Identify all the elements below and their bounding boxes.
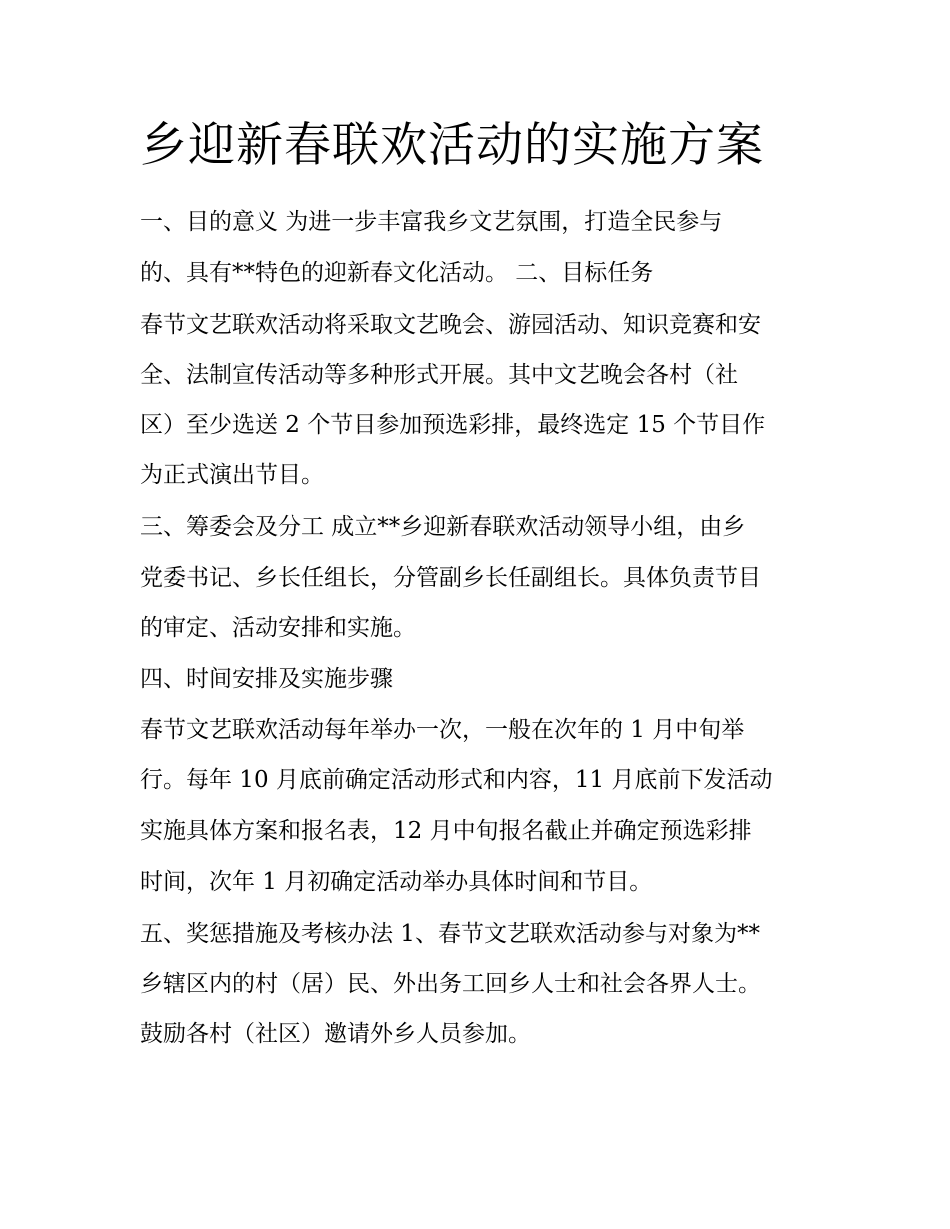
text-line: 时间，次年 1 月初确定活动举办具体时间和节目。 [140,869,653,895]
text-line: 的审定、活动安排和实施。 [140,615,416,641]
text-line: 区）至少选送 2 个节目参加预选彩排，最终选定 15 个节目作 [140,412,766,438]
text-line: 鼓励各村（社区）邀请外乡人员参加。 [140,1021,531,1047]
text-line: 全、法制宣传活动等多种形式开展。其中文艺晚会各村（社 [140,362,738,388]
text-line: 春节文艺联欢活动将采取文艺晚会、游园活动、知识竞赛和安 [140,312,761,338]
text-line: 四、时间安排及实施步骤 [140,666,393,692]
text-line: 春节文艺联欢活动每年举办一次，一般在次年的 1 月中旬举 [140,717,745,743]
text-line: 三、筹委会及分工 成立**乡迎新春联欢活动领导小组，由乡 [140,514,746,540]
text-line: 一、目的意义 为进一步丰富我乡文艺氛围，打造全民参与 [140,209,723,235]
text-line: 行。每年 10 月底前确定活动形式和内容，11 月底前下发活动 [140,767,773,793]
text-line: 的、具有**特色的迎新春文化活动。 二、目标任务 [140,260,654,286]
text-line: 党委书记、乡长任组长，分管副乡长任副组长。具体负责节目 [140,565,761,591]
text-line: 为正式演出节目。 [140,462,324,488]
text-line: 五、奖惩措施及考核办法 1、春节文艺联欢活动参与对象为** [140,921,760,947]
text-line: 乡辖区内的村（居）民、外出务工回乡人士和社会各界人士。 [140,971,761,997]
text-line: 实施具体方案和报名表，12 月中旬报名截止并确定预选彩排 [140,818,752,844]
document-title: 乡迎新春联欢活动的实施方案 [140,118,764,173]
